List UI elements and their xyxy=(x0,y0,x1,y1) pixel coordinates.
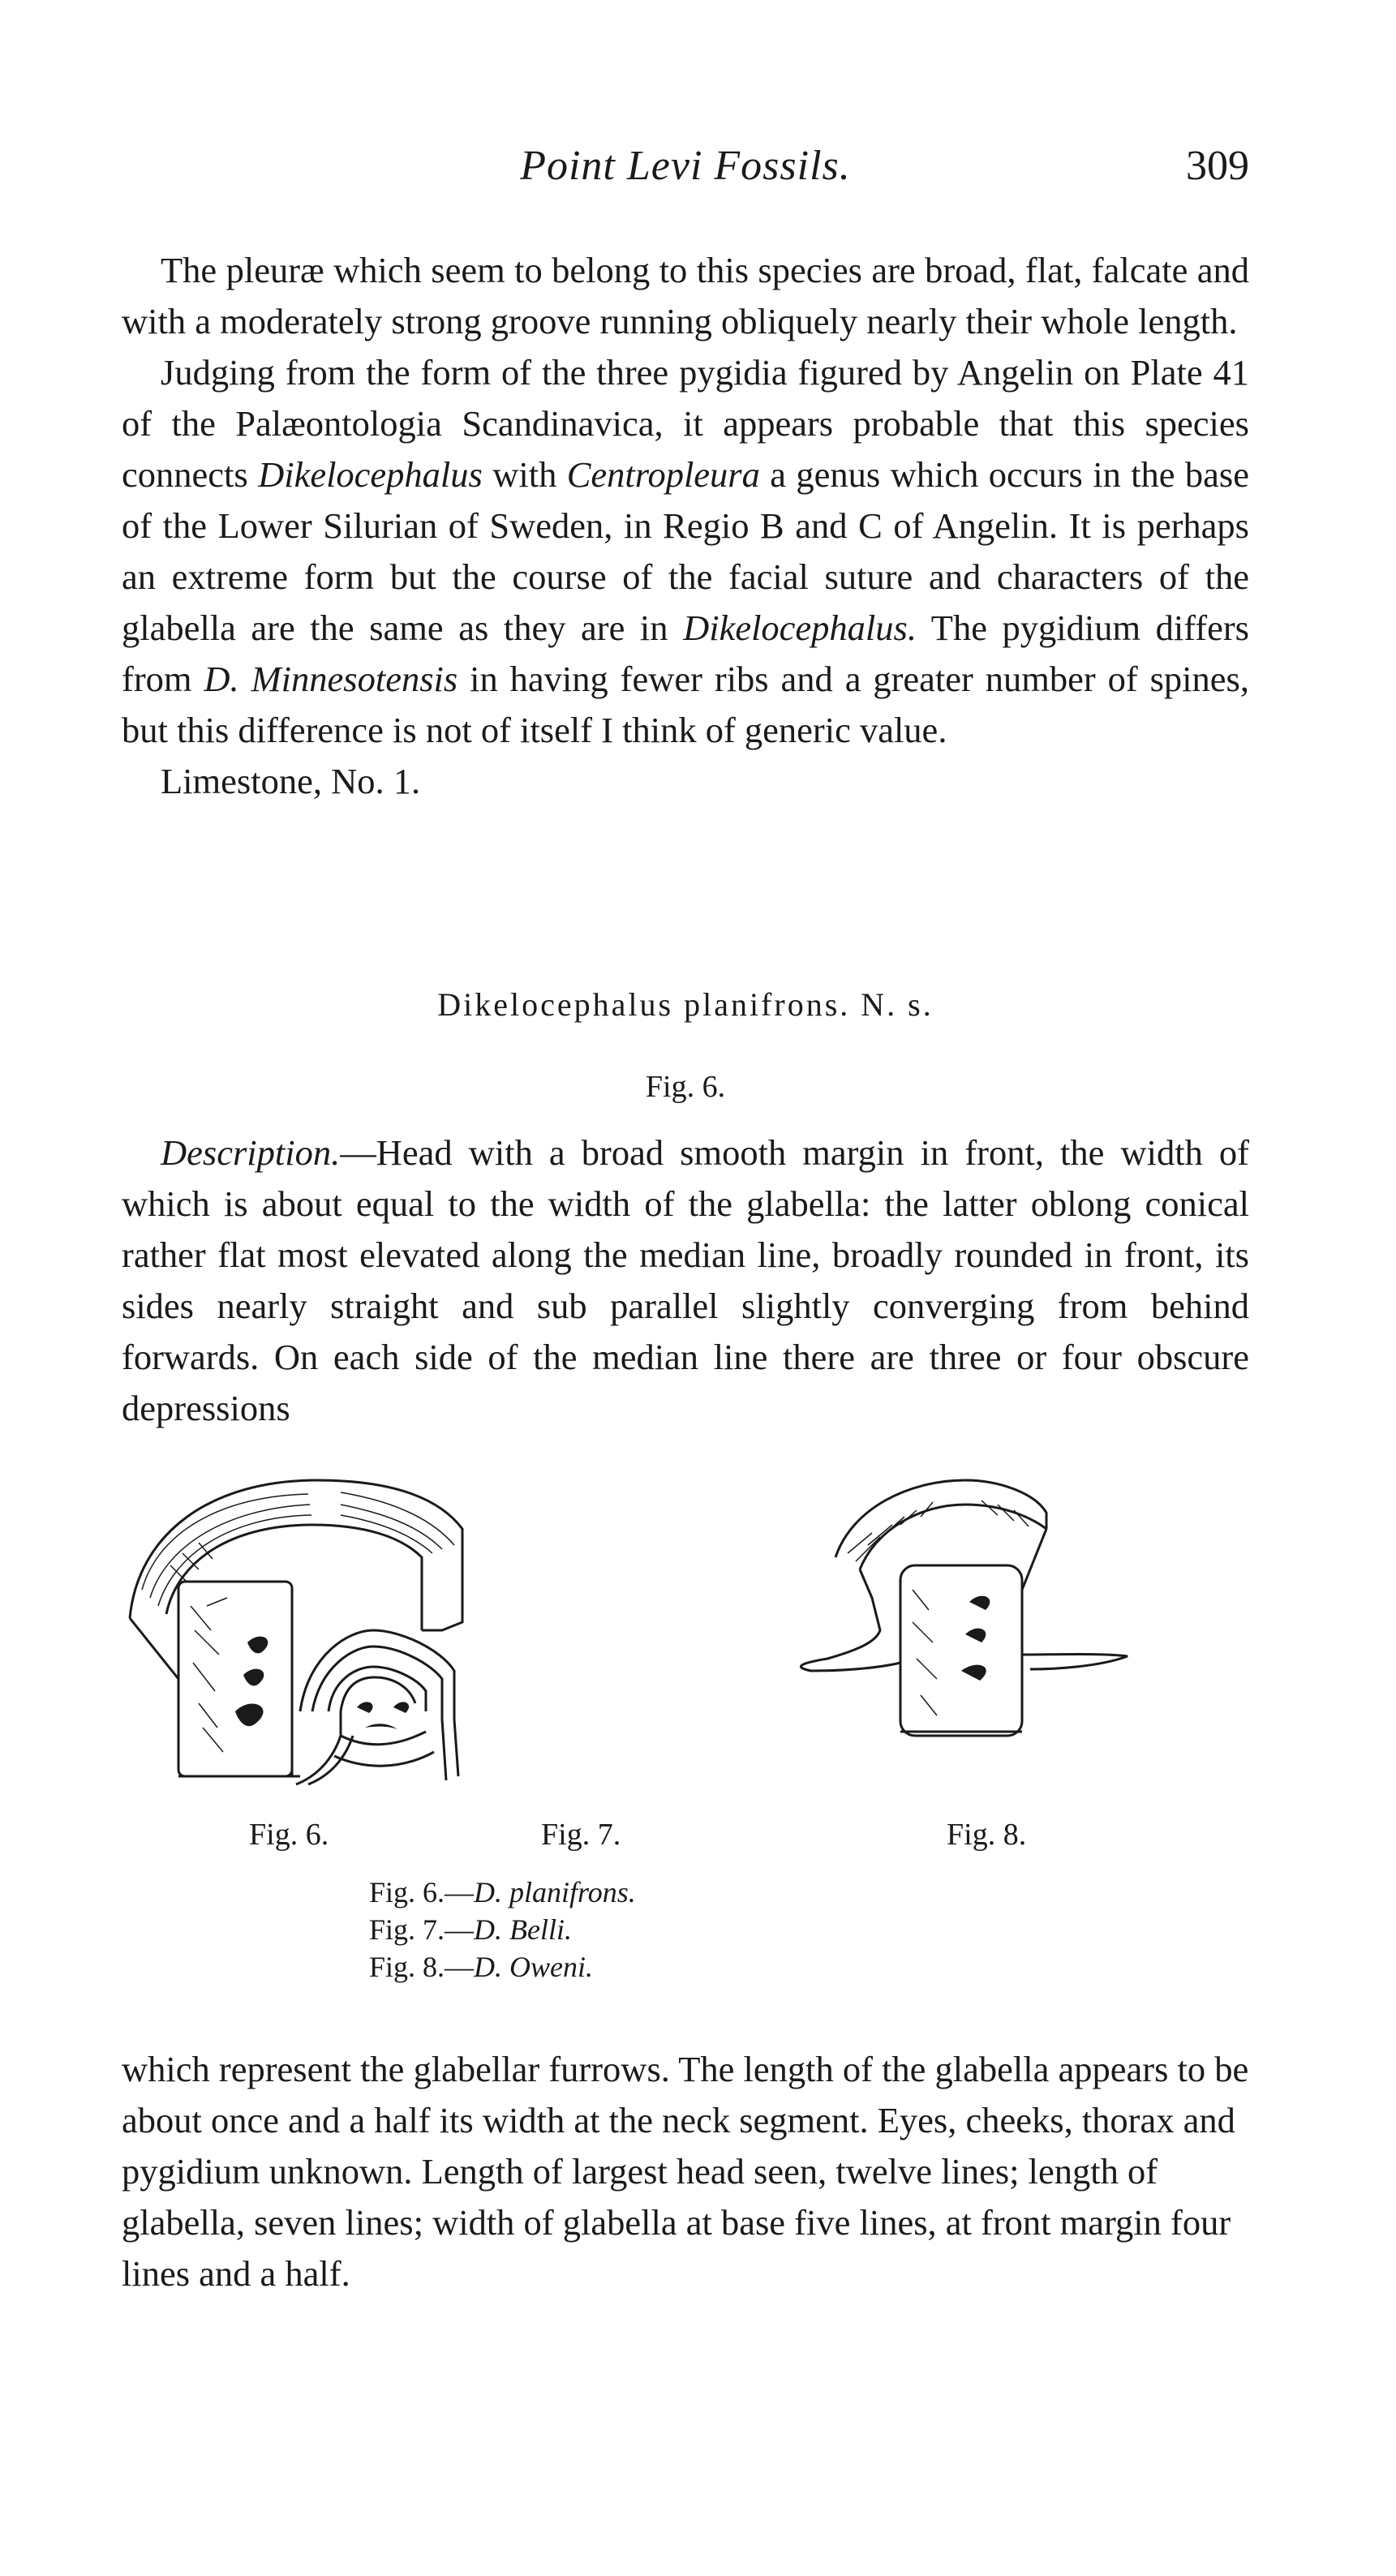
taxon-name: D. Minnesotensis xyxy=(204,659,458,699)
page-number: 309 xyxy=(1186,143,1249,189)
description-label: Description. xyxy=(161,1132,341,1173)
caption-fig7: Fig. 7. xyxy=(541,1818,621,1852)
legend-label: Fig. 8.— xyxy=(369,1951,475,1983)
page-header xyxy=(122,142,1249,199)
taxon-name: Dikelocephalus. xyxy=(683,608,917,648)
text-run: in having fewer ribs and a greater number of spines, but this difference is not of itself I think of generic value. xyxy=(122,659,1249,750)
fig8-margin-outer xyxy=(835,1480,1046,1557)
fig8-illustration xyxy=(801,1480,1128,1736)
paragraph-limestone: Limestone, No. 1. xyxy=(161,761,421,801)
legend-taxon: D. planifrons. xyxy=(474,1876,636,1908)
legend-entry-fig8 xyxy=(369,1948,856,1986)
legend-label: Fig. 7.— xyxy=(369,1913,475,1946)
paragraph-pleurae: The pleuræ which seem to belong to this species are broad, flat, falcate and with a moderately strong groove running obliquely nearly their whole length. xyxy=(122,250,1249,341)
text-run: with xyxy=(482,454,567,495)
fig8-cheek-left xyxy=(801,1569,900,1671)
caption-fig6: Fig. 6. xyxy=(249,1818,329,1852)
taxon-name: Dikelocephalus xyxy=(258,454,483,495)
fig8-furrows xyxy=(961,1596,990,1681)
text-section-description xyxy=(122,1127,1249,1434)
fig7-illustration xyxy=(296,1630,458,1784)
fig8-cheek-right xyxy=(1022,1529,1128,1669)
species-heading: Dikelocephalus planifrons. N. s. xyxy=(437,986,934,1023)
text-section-bottom xyxy=(122,2044,1249,2299)
taxon-name: Centropleura xyxy=(566,454,760,495)
fossil-figures xyxy=(122,1468,1249,1857)
text-run: Judging from the form of the three pygidia figured by Angelin on Plate 41 of the Palæontologia Scandinavica, it appears probable that this species connects xyxy=(122,352,1249,495)
text-section-top xyxy=(122,245,1249,807)
fig6-margin-inner xyxy=(166,1525,422,1630)
text-run: a genus which occurs in the base of the Lower Silurian of Sweden, in Regio B and C of Angelin. It is perhaps an extreme form but the course of the facial suture and characters of the glabella are the same as they are in xyxy=(122,454,1249,648)
figure-reference: Fig. 6. xyxy=(645,1070,726,1104)
fig6-cheek xyxy=(130,1618,178,1768)
legend-label: Fig. 6.— xyxy=(369,1876,475,1908)
fig8-glabella xyxy=(900,1565,1022,1736)
legend-taxon: D. Oweni. xyxy=(474,1951,594,1983)
paragraph-description xyxy=(122,1127,1249,1434)
figure-legend xyxy=(369,1874,856,1986)
fig6-furrows xyxy=(235,1637,268,1727)
running-title: Point Levi Fossils. xyxy=(520,143,851,189)
fig6-illustration xyxy=(130,1480,462,1776)
legend-entry-fig7 xyxy=(369,1911,856,1948)
legend-taxon: D. Belli. xyxy=(474,1913,573,1946)
legend-entry-fig6 xyxy=(369,1874,856,1911)
fig7-furrows xyxy=(357,1702,409,1729)
fig6-glabella xyxy=(178,1582,292,1776)
paragraph-angelin xyxy=(122,347,1249,756)
paragraph-measurements: which represent the glabellar furrows. The length of the glabella appears to be about once and a half its width at the neck segment. Eyes, cheeks, thorax and pygidium unknown. Length of largest head seen, twelve lines; length of glabella, seven lines; width of glabella at base five lines, at front margin four lines and a half. xyxy=(122,2049,1249,2294)
text-run: The pygidium differs from xyxy=(122,608,1249,699)
text-run: —Head with a broad smooth margin in front, the width of which is about equal to the width of the glabella: the latter oblong conical rather flat most elevated along the median line, broadly rounded in front, its sides nearly straight and sub parallel slightly converging from behind forwards. On each side of the median line there are three or four obscure depressions xyxy=(122,1132,1249,1428)
caption-fig8: Fig. 8. xyxy=(947,1818,1027,1852)
